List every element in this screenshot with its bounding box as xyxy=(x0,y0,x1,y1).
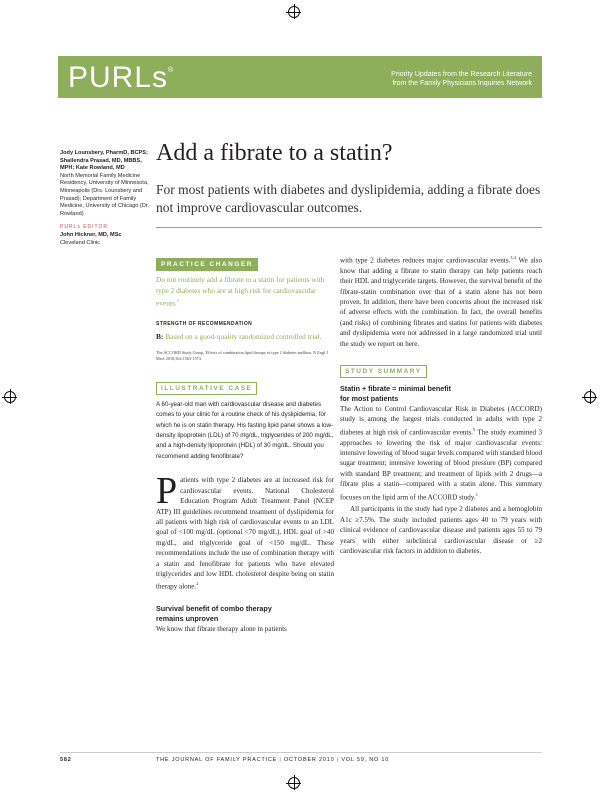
strength-label: STRENGTH OF RECOMMENDATION xyxy=(156,321,253,328)
left-column xyxy=(156,253,334,635)
practice-changer-label: PRACTICE CHANGER xyxy=(156,258,258,271)
trial-citation: The ACCORD Study Group. Effects of combination lipid therapy in type 2 diabetes mellitus. N Engl J Med. 2010;362:1563-1574. xyxy=(156,349,328,361)
para2-continued: with type 2 diabetes reduces major cardiovascular events.$^{3,4}$ We also know that adding a fibrate to statin therapy can help patients reach their HDL and triglyceride targets. However, the survival benefit of the fibrate-statin combination over that of a statin alone has not been proven. In addition, there have been concerns about the increased risk of adverse effects with the combination. In fact, the overall benefits (and risks) of combining fibrates and statins for patients with diabetes and dyslipidemia were not addressed in a large randomized trial until the study we report on here. xyxy=(340,255,542,348)
editor-affiliation: Cleveland Clinic xyxy=(60,239,101,246)
para2-start: We know that fibrate therapy alone in patients xyxy=(156,625,287,634)
subhead-minimal-benefit: Statin + fibrate = minimal benefit for most patients xyxy=(340,384,452,404)
author-names: Jody Lounsbery, PharmD, BCPS; Shailendra Prasad, MD, MBBS, MPH; Kate Rowland, MD xyxy=(60,150,148,172)
drop-cap: P xyxy=(156,470,178,513)
header-divider xyxy=(156,227,542,228)
study-summary-label: STUDY SUMMARY xyxy=(340,365,427,378)
subhead-survival: Survival benefit of combo therapy remains unproven xyxy=(156,604,272,624)
editor-name: John Hickner, MD, MSc xyxy=(60,231,122,238)
purls-logo: PURLs® xyxy=(68,61,175,94)
practice-changer-text: Do not routinely add a fibrate to a statin for patients with type 2 diabetes who are at high risk for cardiovascular events.$^1$ xyxy=(156,275,325,308)
editor-label: PURLs EDITOR xyxy=(60,224,109,231)
para3: The Action to Control Cardiovascular Risk in Diabetes (ACCORD) study is among the largest trials conducted in adults with type 2 diabetes at high risk of cardiovascular events.$^5$ The study examined 3 approaches to lowering the risk of major cardiovascular events: intensive lowering of blood sugar levels compared with standard blood sugar treatment; intensive lowering of blood pressure (BP) compared with standard BP treatment; and treatment of lipids with 2 drugs—a fibrate plus a statin—compared with a statin alone. This summary focuses on the lipid arm of the ACCORD study.$^1$ xyxy=(340,405,542,501)
footer-rule xyxy=(60,752,542,753)
illustrative-case-label: ILLUSTRATIVE CASE xyxy=(156,382,257,395)
right-column xyxy=(340,253,542,556)
article-title: Add a fibrate to a statin? xyxy=(156,140,393,166)
author-affiliation: North Memorial Family Medicine Residency, University of Minnesota, Minneapolis (Drs. Lounsbery and Prasad); Department of Family Medicine, University of Chicago (Dr. Rowland) xyxy=(60,172,149,217)
intro-paragraph: Patients with type 2 diabetes are at increased risk for cardiovascular events. National Cholesterol Education Program Adult Treatment Panel (NCEP ATP) III guidelines recommend treatment of dyslipidemia for all patients with high risk of cardiovascular events to an LDL goal of <100 mg/dL (optional <70 mg/dL), HDL goal of >40 mg/dL, and triglyceride goal of <150 mg/dL. These recommendations include the use of combination therapy with a statin and fenofibrate for patients who have elevated triglycerides and low HDL cholesterol despite being on statin therapy alone.$^2$ xyxy=(156,470,334,591)
author-sidebar xyxy=(60,150,150,247)
footer-citation: THE JOURNAL OF FAMILY PRACTICE | OCTOBER 2010 | VOL 59, NO 10 xyxy=(156,757,390,763)
registration-mark-top xyxy=(288,6,300,18)
registration-mark-bottom xyxy=(288,777,300,789)
registration-mark-left xyxy=(4,391,16,403)
illustrative-case-text: A 60-year-old man with cardiovascular disease and diabetes comes to your clinic for a routine check of his dyslipidemia, for which he is on statin therapy. His fasting lipid panel shows a low-density lipoprotein (LDL) of 70 mg/dL, triglycerides of 200 mg/dL, and a high-density lipoprotein (HDL) of 30 mg/dL. Should you recommend adding fenofibrate? xyxy=(156,400,334,460)
article-subtitle: For most patients with diabetes and dyslipidemia, adding a fibrate does not improve cardiovascular outcomes. xyxy=(156,182,541,215)
page-number: 582 xyxy=(60,757,72,763)
purls-tagline: Priority Updates from the Research Literature from the Family Physicians Inquiries Network xyxy=(391,71,532,87)
registration-mark-right xyxy=(584,391,596,403)
strength-text: B: Based on a good-quality randomized controlled trial. xyxy=(156,332,322,342)
para4: All participants in the study had type 2 diabetes and a hemoglobin A1c ≥7.5%. The study included patients ages 40 to 79 years with clinical evidence of cardiovascular disease and patients ages 55 to 79 years with either subclinical cardiovascular disease or ≥2 cardiovascular risk factors in addition to diabetes. xyxy=(340,505,542,556)
